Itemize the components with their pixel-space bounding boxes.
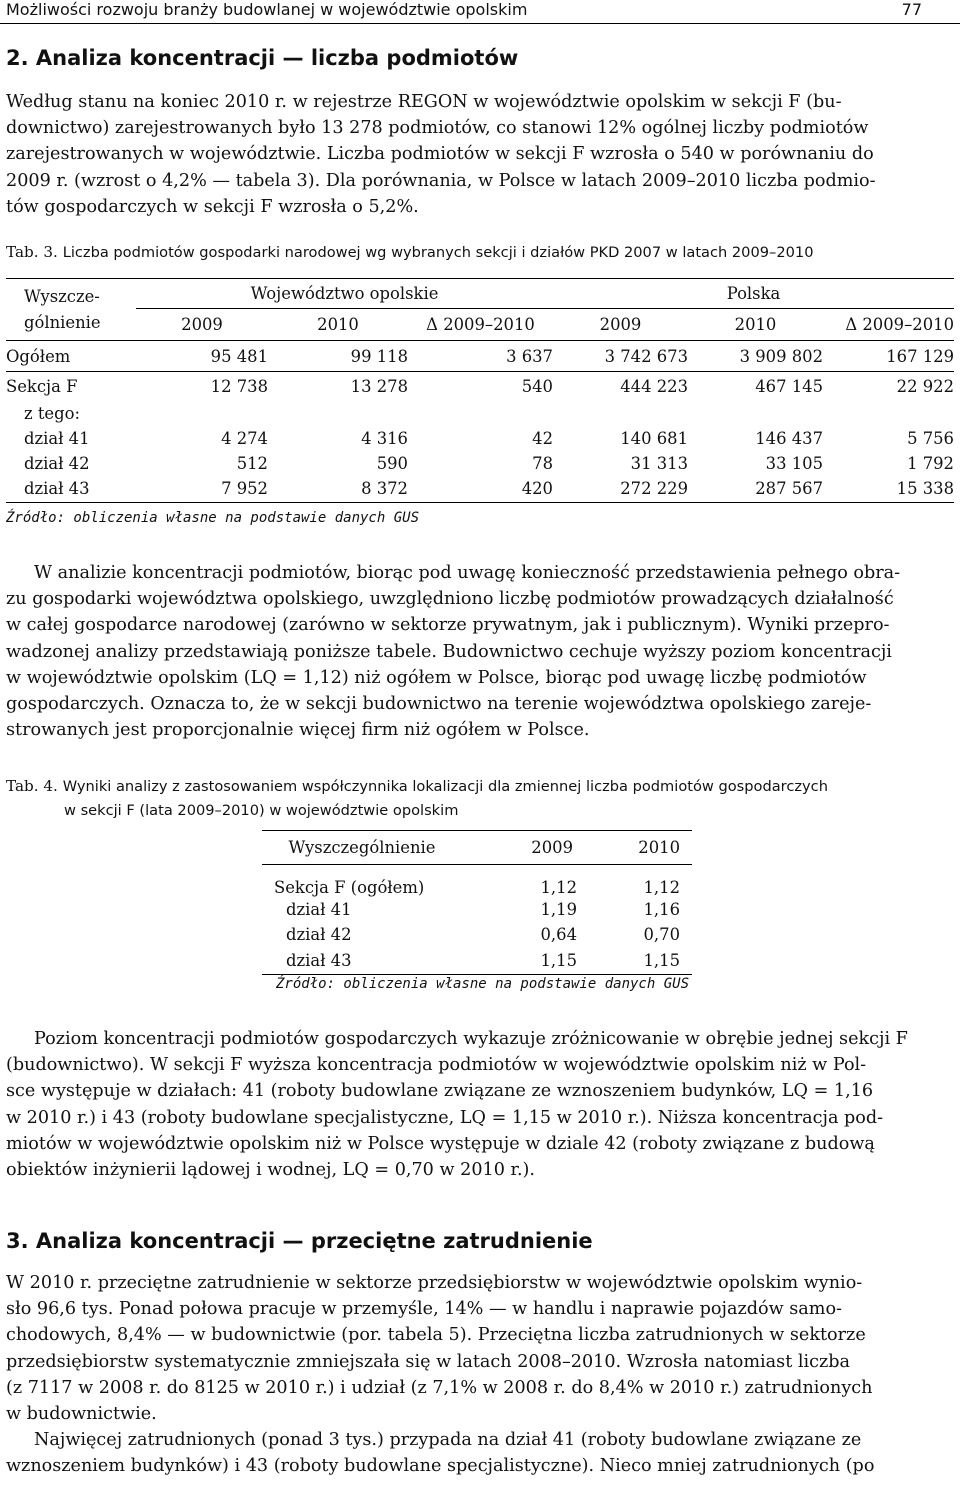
cell: 78 bbox=[532, 453, 553, 473]
cell: 1,15 bbox=[643, 950, 680, 970]
column-header: Wyszczególnienie bbox=[288, 838, 436, 857]
cell: 512 bbox=[236, 453, 268, 473]
table-row bbox=[6, 341, 954, 372]
sub-header: 2010 bbox=[317, 315, 359, 334]
table-4-caption bbox=[6, 774, 954, 823]
group-header-opolskie: Województwo opolskie bbox=[136, 279, 553, 309]
para-line: gospodarczych. Oznacza to, że w sekcji budownictwo na terenie województwa opolskiego zareje- bbox=[6, 694, 872, 715]
header-rule bbox=[0, 23, 960, 24]
cell: 8 372 bbox=[361, 479, 408, 499]
table-4 bbox=[262, 830, 692, 975]
table-3-caption bbox=[6, 243, 813, 261]
para-line: wznoszeniem budynków) i 43 (roboty budowlane specjalistyczne). Nieco mniej zatrudnionych (po bbox=[6, 1456, 875, 1477]
cell: 3 742 673 bbox=[604, 346, 688, 366]
table-4-source: Źródło: obliczenia własne na podstawie danych GUS bbox=[276, 976, 690, 992]
table-row bbox=[6, 402, 954, 426]
group-header-polska: Polska bbox=[553, 279, 954, 309]
para-line: chodowych, 8,4% — w budownictwie (por. tabela 5). Przeciętna liczba zatrudnionych w sektorze bbox=[6, 1325, 866, 1346]
para-line: zarejestrowanych w województwie. Liczba podmiotów w sekcji F wzrosła o 540 w porównaniu do bbox=[6, 144, 874, 165]
para-line: w 2010 r.) i 43 (roboty budowlane specjalistyczne, LQ = 1,15 w 2010 r.). Niższa koncentracja pod- bbox=[6, 1107, 884, 1128]
cell: 287 567 bbox=[755, 479, 823, 499]
cell: 590 bbox=[376, 453, 408, 473]
cell: 272 229 bbox=[620, 479, 688, 499]
row-label: Sekcja F bbox=[6, 377, 78, 397]
para-line: sce występuje w działach: 41 (roboty budowlane związane ze wznoszeniem budynków, LQ = 1,16 bbox=[6, 1081, 874, 1102]
cell: 1,15 bbox=[540, 950, 577, 970]
cell: 540 bbox=[521, 377, 553, 397]
cell: 95 481 bbox=[210, 346, 268, 366]
para-line: W 2010 r. przeciętne zatrudnienie w sektorze przedsiębiorstw w województwie opolskim wynio- bbox=[6, 1273, 863, 1293]
table-row bbox=[262, 922, 692, 947]
cell: 0,64 bbox=[540, 924, 577, 944]
row-label: Ogółem bbox=[6, 346, 71, 366]
running-header bbox=[0, 0, 960, 26]
para-line: w budownictwie. bbox=[6, 1404, 157, 1425]
sub-header: 2009 bbox=[181, 315, 223, 334]
table-row bbox=[262, 865, 692, 897]
para-line: miotów w województwie opolskim niż w Polsce występuje w dziale 42 (roboty związane z budową bbox=[6, 1133, 875, 1154]
table-row bbox=[6, 426, 954, 451]
para-line: w województwie opolskim (LQ = 1,12) niż ogółem w Polsce, biorąc pod uwagę liczbę podmiotów bbox=[6, 667, 867, 688]
section-3-paragraph bbox=[6, 1270, 954, 1480]
table-3-prefix: Tab. 3. bbox=[6, 243, 58, 261]
para-line: tów gospodarczych w sekcji F wzrosła o 5,2%. bbox=[6, 196, 419, 217]
cell: 33 105 bbox=[765, 453, 823, 473]
para-line: Poziom koncentracji podmiotów gospodarczych wykazuje zróżnicowanie w obrębie jednej sekcji F bbox=[34, 1029, 908, 1049]
column-header: 2009 bbox=[531, 838, 573, 857]
analysis-paragraph bbox=[6, 560, 954, 743]
concentration-paragraph bbox=[6, 1026, 954, 1183]
column-header: 2010 bbox=[638, 838, 680, 857]
cell: 31 313 bbox=[630, 453, 688, 473]
head-label-line: Wyszcze- bbox=[24, 286, 100, 306]
para-line: W analizie koncentracji podmiotów, biorąc pod uwagę konieczność przedstawienia pełnego obra- bbox=[34, 563, 901, 583]
section-3-title: 3. Analiza koncentracji — przeciętne zatrudnienie bbox=[6, 1229, 593, 1253]
row-label: dział 43 bbox=[24, 479, 90, 499]
page-number: 77 bbox=[901, 0, 922, 19]
table-3-head-label bbox=[6, 279, 136, 341]
cell: 420 bbox=[521, 479, 553, 499]
cell: 1,12 bbox=[643, 877, 680, 897]
para-line: 2009 r. (wzrost o 4,2% — tabela 3). Dla porównania, w Polsce w latach 2009–2010 liczba podmio- bbox=[6, 170, 876, 191]
para-line: zu gospodarki województwa opolskiego, uwzględniono liczbę podmiotów prowadzących działalność bbox=[6, 589, 894, 610]
cell: 140 681 bbox=[620, 428, 688, 448]
table-4-caption-line: Wyniki analizy z zastosowaniem współczynnika lokalizacji dla zmiennej liczba podmiotów gospodarczych bbox=[62, 778, 828, 795]
para-line: (budownictwo). W sekcji F wyższa koncentracja podmiotów w województwie opolskim niż w Pol- bbox=[6, 1055, 867, 1076]
table-3-source: Źródło: obliczenia własne na podstawie danych GUS bbox=[6, 510, 420, 526]
cell: 1,16 bbox=[643, 899, 680, 919]
para-line: wadzonej analizy przedstawiają poniższe tabele. Budownictwo cechuje wyższy poziom koncentracji bbox=[6, 641, 892, 662]
cell: 15 338 bbox=[896, 479, 954, 499]
cell: 22 922 bbox=[896, 377, 954, 397]
para-line: przedsiębiorstw systematycznie zmniejszała się w latach 2008–2010. Wzrosła natomiast liczba bbox=[6, 1351, 850, 1372]
cell: 0,70 bbox=[643, 924, 680, 944]
cell: 3 637 bbox=[506, 346, 553, 366]
cell: 5 756 bbox=[907, 428, 954, 448]
table-4-prefix: Tab. 4. bbox=[6, 777, 58, 795]
header-title: Możliwości rozwoju branży budowlanej w województwie opolskim bbox=[6, 0, 528, 19]
cell: 4 316 bbox=[361, 428, 408, 448]
table-row bbox=[262, 897, 692, 922]
cell: 13 278 bbox=[350, 377, 408, 397]
cell: 99 118 bbox=[350, 346, 408, 366]
cell: 7 952 bbox=[221, 479, 268, 499]
head-label-line: gólnienie bbox=[24, 312, 101, 332]
cell: 467 145 bbox=[755, 377, 823, 397]
sub-header: 2009 bbox=[599, 315, 642, 334]
para-line: Według stanu na koniec 2010 r. w rejestrze REGON w województwie opolskim w sekcji F (bu- bbox=[6, 92, 842, 112]
row-label: dział 43 bbox=[286, 950, 352, 970]
cell: 12 738 bbox=[210, 377, 268, 397]
row-label: dział 41 bbox=[24, 428, 90, 448]
cell: 146 437 bbox=[755, 428, 823, 448]
para-line: downictwo) zarejestrowanych było 13 278 podmiotów, co stanowi 12% ogólnej liczby podmiotów bbox=[6, 118, 869, 139]
para-line: w całej gospodarce narodowej (zarówno w sektorze prywatnym, jak i publicznym). Wyniki przepro- bbox=[6, 615, 890, 636]
cell: 1,19 bbox=[540, 899, 577, 919]
cell: 167 129 bbox=[886, 346, 954, 366]
cell: 444 223 bbox=[620, 377, 688, 397]
para-line: (z 7117 w 2008 r. do 8125 w 2010 r.) i udział (z 7,1% w 2008 r. do 8,4% w 2010 r.) zatrudnionych bbox=[6, 1377, 873, 1398]
table-row bbox=[262, 947, 692, 975]
table-row bbox=[6, 451, 954, 476]
table-row bbox=[6, 476, 954, 503]
cell: 4 274 bbox=[221, 428, 268, 448]
row-label: Sekcja F (ogółem) bbox=[274, 877, 425, 897]
para-line: obiektów inżynierii lądowej i wodnej, LQ = 0,70 w 2010 r.). bbox=[6, 1160, 536, 1181]
row-label: dział 42 bbox=[286, 924, 352, 944]
cell: 1 792 bbox=[907, 453, 954, 473]
table-4-caption-line: w sekcji F (lata 2009–2010) w województwie opolskim bbox=[64, 802, 459, 819]
row-label: dział 41 bbox=[286, 899, 352, 919]
cell: 3 909 802 bbox=[739, 346, 823, 366]
table-3-caption-text: Liczba podmiotów gospodarki narodowej wg wybranych sekcji i działów PKD 2007 w latach 2009–2010 bbox=[62, 244, 814, 261]
para-line: strowanych jest proporcjonalnie więcej firm niż ogółem w Polsce. bbox=[6, 720, 590, 741]
table-3 bbox=[6, 278, 954, 503]
row-label: z tego: bbox=[24, 404, 81, 423]
table-row bbox=[6, 372, 954, 402]
section-2-paragraph bbox=[6, 89, 954, 220]
para-line: sło 96,6 tys. Ponad połowa pracuje w przemyśle, 14% — w handlu i naprawie pojazdów samo- bbox=[6, 1299, 842, 1320]
sub-header: 2010 bbox=[734, 315, 777, 334]
row-label: dział 42 bbox=[24, 453, 90, 473]
sub-header: Δ 2009–2010 bbox=[426, 315, 535, 334]
cell: 42 bbox=[532, 428, 553, 448]
section-2-title: 2. Analiza koncentracji — liczba podmiotów bbox=[6, 46, 519, 70]
cell: 1,12 bbox=[540, 877, 577, 897]
para-line: Najwięcej zatrudnionych (ponad 3 tys.) przypada na dział 41 (roboty budowlane związane ze bbox=[34, 1430, 862, 1451]
sub-header: Δ 2009–2010 bbox=[845, 315, 954, 334]
